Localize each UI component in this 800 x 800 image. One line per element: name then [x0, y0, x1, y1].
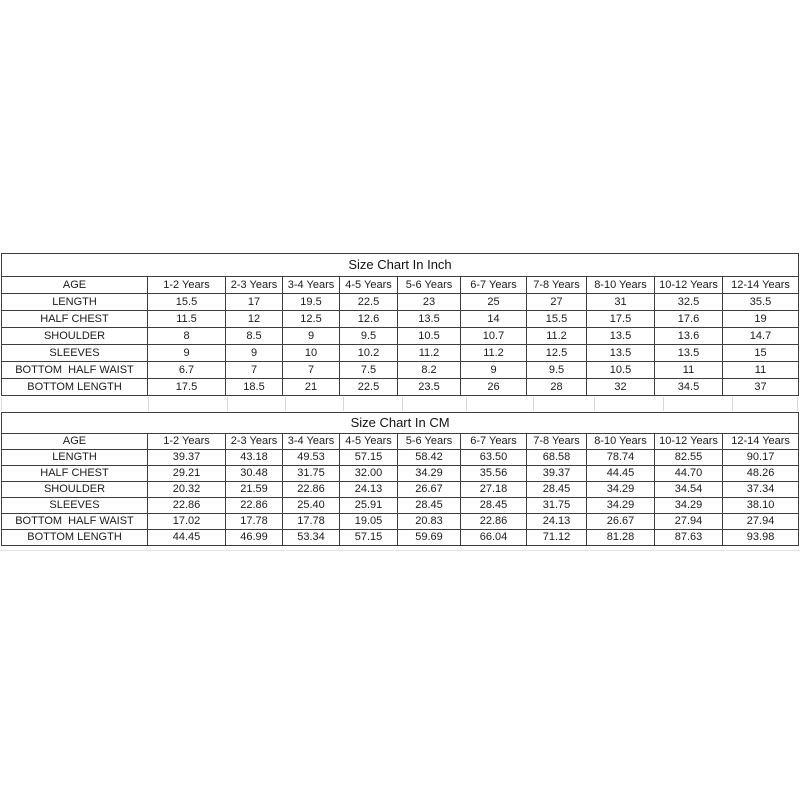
value-cell: 34.54: [655, 482, 723, 498]
value-cell: 9.5: [340, 328, 398, 345]
column-header: 3-4 Years: [283, 277, 340, 294]
column-header: 12-14 Years: [723, 434, 799, 450]
value-cell: 49.53: [283, 450, 340, 466]
value-cell: 15.5: [148, 294, 226, 311]
gridline-stub: [1, 397, 2, 411]
value-cell: 22.5: [340, 379, 398, 396]
table-row: [2, 466, 799, 482]
column-header: 2-3 Years: [226, 277, 283, 294]
column-header: 7-8 Years: [527, 277, 587, 294]
table-title-row: [2, 254, 799, 277]
value-cell: 6.7: [148, 362, 226, 379]
column-header: 4-5 Years: [340, 277, 398, 294]
value-cell: 21.59: [226, 482, 283, 498]
value-cell: 53.34: [283, 530, 340, 546]
value-cell: 22.86: [461, 514, 527, 530]
value-cell: 23.5: [398, 379, 461, 396]
value-cell: 10.7: [461, 328, 527, 345]
value-cell: 11.5: [148, 311, 226, 328]
value-cell: 24.13: [340, 482, 398, 498]
value-cell: 13.5: [655, 345, 723, 362]
value-cell: 11: [655, 362, 723, 379]
value-cell: 11: [723, 362, 799, 379]
table-title: Size Chart In Inch: [2, 254, 799, 277]
value-cell: 87.63: [655, 530, 723, 546]
value-cell: 59.69: [398, 530, 461, 546]
table-row: [2, 328, 799, 345]
value-cell: 17.5: [148, 379, 226, 396]
column-header: 2-3 Years: [226, 434, 283, 450]
value-cell: 10.5: [587, 362, 655, 379]
value-cell: 63.50: [461, 450, 527, 466]
value-cell: 17: [226, 294, 283, 311]
gridline-stub: [285, 397, 286, 411]
value-cell: 23: [398, 294, 461, 311]
value-cell: 43.18: [226, 450, 283, 466]
value-cell: 28.45: [527, 482, 587, 498]
value-cell: 28.45: [461, 498, 527, 514]
value-cell: 66.04: [461, 530, 527, 546]
value-cell: 21: [283, 379, 340, 396]
value-cell: 29.21: [148, 466, 226, 482]
value-cell: 26.67: [587, 514, 655, 530]
value-cell: 57.15: [340, 530, 398, 546]
value-cell: 10.5: [398, 328, 461, 345]
value-cell: 30.48: [226, 466, 283, 482]
row-label: SHOULDER: [2, 328, 148, 345]
gridline-stub: [227, 397, 228, 411]
value-cell: 17.5: [587, 311, 655, 328]
value-cell: 20.83: [398, 514, 461, 530]
column-header: 8-10 Years: [587, 277, 655, 294]
value-cell: 32.00: [340, 466, 398, 482]
value-cell: 34.29: [587, 482, 655, 498]
value-cell: 58.42: [398, 450, 461, 466]
size-chart-inch: [1, 253, 798, 396]
value-cell: 10.2: [340, 345, 398, 362]
value-cell: 9: [461, 362, 527, 379]
value-cell: 27.94: [655, 514, 723, 530]
value-cell: 25.40: [283, 498, 340, 514]
table-row: [2, 345, 799, 362]
table-row: [2, 482, 799, 498]
age-header: AGE: [2, 434, 148, 450]
value-cell: 14.7: [723, 328, 799, 345]
table-row: [2, 498, 799, 514]
value-cell: 15.5: [527, 311, 587, 328]
column-header: 10-12 Years: [655, 277, 723, 294]
gridline-stub: [402, 397, 403, 411]
value-cell: 17.6: [655, 311, 723, 328]
gridline-stub: [594, 397, 595, 411]
table-row: [2, 514, 799, 530]
column-header: 6-7 Years: [461, 277, 527, 294]
row-label: SLEEVES: [2, 498, 148, 514]
value-cell: 17.78: [226, 514, 283, 530]
value-cell: 34.29: [398, 466, 461, 482]
value-cell: 82.55: [655, 450, 723, 466]
value-cell: 20.32: [148, 482, 226, 498]
value-cell: 34.5: [655, 379, 723, 396]
table-row: [2, 311, 799, 328]
column-header: 10-12 Years: [655, 434, 723, 450]
value-cell: 22.5: [340, 294, 398, 311]
value-cell: 28: [527, 379, 587, 396]
value-cell: 31.75: [527, 498, 587, 514]
value-cell: 78.74: [587, 450, 655, 466]
value-cell: 8.5: [226, 328, 283, 345]
value-cell: 11.2: [398, 345, 461, 362]
value-cell: 46.99: [226, 530, 283, 546]
table-header-row: [2, 434, 799, 450]
value-cell: 12: [226, 311, 283, 328]
value-cell: 32.5: [655, 294, 723, 311]
table-header-row: [2, 277, 799, 294]
value-cell: 13.5: [398, 311, 461, 328]
value-cell: 26: [461, 379, 527, 396]
value-cell: 35.56: [461, 466, 527, 482]
value-cell: 13.5: [587, 345, 655, 362]
value-cell: 44.45: [148, 530, 226, 546]
value-cell: 71.12: [527, 530, 587, 546]
gridline-stub: [663, 397, 664, 411]
value-cell: 39.37: [148, 450, 226, 466]
value-cell: 22.86: [283, 482, 340, 498]
row-label: SLEEVES: [2, 345, 148, 362]
row-label: HALF CHEST: [2, 466, 148, 482]
column-header: 1-2 Years: [148, 434, 226, 450]
value-cell: 11.2: [461, 345, 527, 362]
value-cell: 44.70: [655, 466, 723, 482]
table-row: [2, 379, 799, 396]
value-cell: 9: [148, 345, 226, 362]
value-cell: 81.28: [587, 530, 655, 546]
table-title: Size Chart In CM: [2, 413, 799, 434]
row-label: BOTTOM LENGTH: [2, 379, 148, 396]
value-cell: 27.94: [723, 514, 799, 530]
gridline-stub: [533, 397, 534, 411]
value-cell: 17.02: [148, 514, 226, 530]
value-cell: 9.5: [527, 362, 587, 379]
value-cell: 37: [723, 379, 799, 396]
spreadsheet-gridline-stubs: [0, 397, 800, 411]
value-cell: 18.5: [226, 379, 283, 396]
value-cell: 34.29: [655, 498, 723, 514]
value-cell: 28.45: [398, 498, 461, 514]
value-cell: 22.86: [226, 498, 283, 514]
age-header: AGE: [2, 277, 148, 294]
value-cell: 35.5: [723, 294, 799, 311]
size-chart-cm-table: [1, 412, 799, 546]
value-cell: 26.67: [398, 482, 461, 498]
column-header: 8-10 Years: [587, 434, 655, 450]
row-label: HALF CHEST: [2, 311, 148, 328]
row-label: LENGTH: [2, 450, 148, 466]
value-cell: 12.5: [283, 311, 340, 328]
value-cell: 7: [283, 362, 340, 379]
value-cell: 15: [723, 345, 799, 362]
value-cell: 25.91: [340, 498, 398, 514]
row-label: BOTTOM HALF WAIST: [2, 514, 148, 530]
value-cell: 22.86: [148, 498, 226, 514]
column-header: 5-6 Years: [398, 277, 461, 294]
column-header: 5-6 Years: [398, 434, 461, 450]
value-cell: 9: [283, 328, 340, 345]
value-cell: 12.6: [340, 311, 398, 328]
value-cell: 31: [587, 294, 655, 311]
value-cell: 38.10: [723, 498, 799, 514]
size-chart-inch-table: [1, 253, 799, 396]
value-cell: 44.45: [587, 466, 655, 482]
value-cell: 13.5: [587, 328, 655, 345]
gridline-stub: [466, 397, 467, 411]
row-label: SHOULDER: [2, 482, 148, 498]
column-header: 3-4 Years: [283, 434, 340, 450]
table-title-row: [2, 413, 799, 434]
column-header: 1-2 Years: [148, 277, 226, 294]
column-header: 7-8 Years: [527, 434, 587, 450]
value-cell: 48.26: [723, 466, 799, 482]
value-cell: 7: [226, 362, 283, 379]
gridline-stub: [343, 397, 344, 411]
value-cell: 19.5: [283, 294, 340, 311]
column-header: 12-14 Years: [723, 277, 799, 294]
table-row: [2, 362, 799, 379]
value-cell: 57.15: [340, 450, 398, 466]
column-header: 4-5 Years: [340, 434, 398, 450]
value-cell: 37.34: [723, 482, 799, 498]
value-cell: 7.5: [340, 362, 398, 379]
value-cell: 34.29: [587, 498, 655, 514]
row-label: BOTTOM HALF WAIST: [2, 362, 148, 379]
value-cell: 8: [148, 328, 226, 345]
gridline-stub: [732, 397, 733, 411]
value-cell: 19: [723, 311, 799, 328]
value-cell: 27: [527, 294, 587, 311]
value-cell: 17.78: [283, 514, 340, 530]
value-cell: 9: [226, 345, 283, 362]
size-chart-cm: [1, 412, 798, 546]
table-row: [2, 294, 799, 311]
value-cell: 19.05: [340, 514, 398, 530]
value-cell: 14: [461, 311, 527, 328]
value-cell: 31.75: [283, 466, 340, 482]
value-cell: 8.2: [398, 362, 461, 379]
value-cell: 24.13: [527, 514, 587, 530]
spreadsheet-gridline: [0, 550, 800, 551]
value-cell: 13.6: [655, 328, 723, 345]
value-cell: 68.58: [527, 450, 587, 466]
value-cell: 11.2: [527, 328, 587, 345]
value-cell: 12.5: [527, 345, 587, 362]
gridline-stub: [797, 397, 798, 411]
value-cell: 90.17: [723, 450, 799, 466]
table-row: [2, 530, 799, 546]
value-cell: 10: [283, 345, 340, 362]
value-cell: 39.37: [527, 466, 587, 482]
value-cell: 93.98: [723, 530, 799, 546]
row-label: LENGTH: [2, 294, 148, 311]
table-row: [2, 450, 799, 466]
value-cell: 32: [587, 379, 655, 396]
row-label: BOTTOM LENGTH: [2, 530, 148, 546]
value-cell: 27.18: [461, 482, 527, 498]
column-header: 6-7 Years: [461, 434, 527, 450]
value-cell: 25: [461, 294, 527, 311]
gridline-stub: [148, 397, 149, 411]
